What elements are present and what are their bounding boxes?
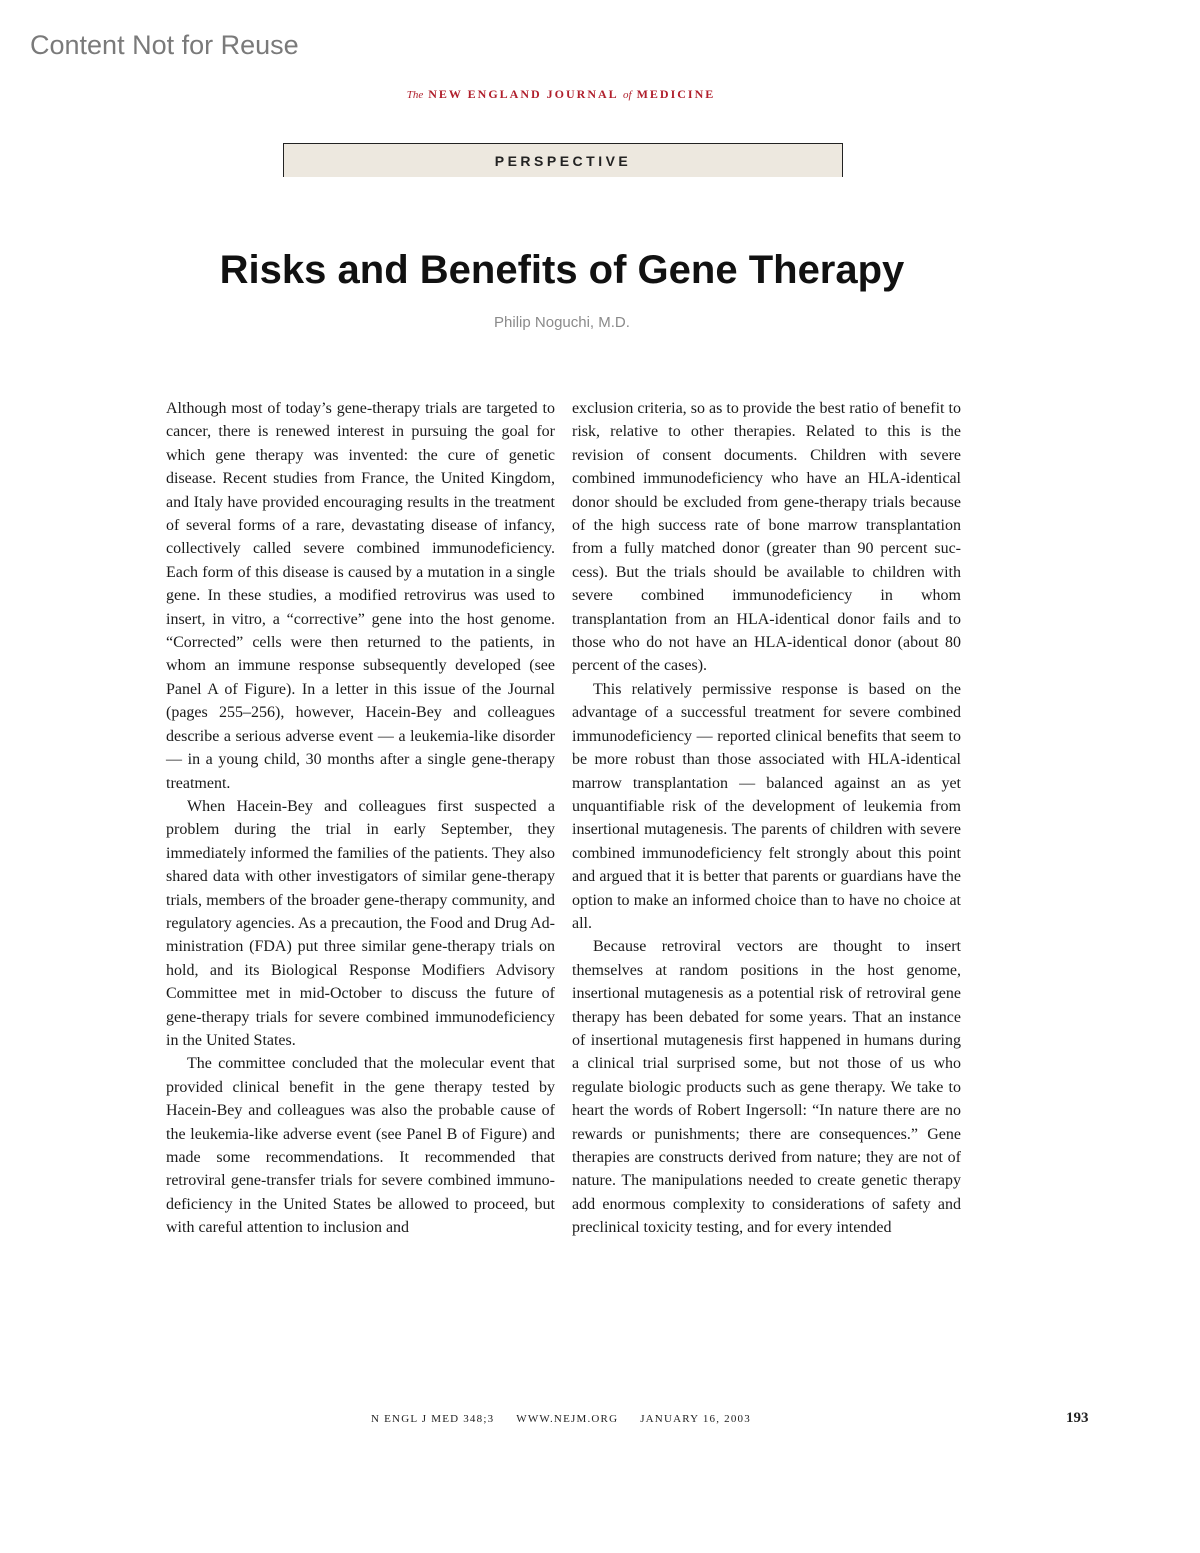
journal-name-part1: NEW ENGLAND JOURNAL [428, 87, 619, 101]
journal-of: of [623, 89, 632, 101]
footer-date: JANUARY 16, 2003 [640, 1413, 751, 1425]
watermark: Content Not for Reuse [30, 30, 299, 60]
journal-header [0, 87, 1122, 102]
paragraph: exclusion criteria, so as to provide the best ratio of benefit to risk, relative to other therapies. Related to this is the revision of consent documents. Children with severe combined immunodeficiency who have an HLA-identical donor should be excluded from gene-therapy trials because of the high success rate of bone marrow transplantation from a fully matched donor (greater than 90 percent success). But the trials should be available to children with severe combined immunodeficiency in whom transplantation from an HLA-identical donor fails and to those who do not have an HLA-identical donor (about 80 percent of the cases). [572, 400, 961, 675]
paragraph: Because retroviral vectors are thought to insert themselves at random positions in the host genome, insertional mutagenesis as a potential risk of retroviral gene therapy has been debated for some years. That an instance of insertional mutagenesis first happened in humans during a clinical trial surprised some, but not those of us who regulate biologic products such as gene therapy. We take to heart the words of Robert Ingersoll: “In nature there are no rewards or punishments; there are consequences.” Gene therapies are constructs derived from nature; they are not of nature. The manipulations needed to create genetic therapy add enormous complexity to considerations of safety and preclinical toxicity testing, and for every intended [572, 938, 961, 1237]
paragraph: When Hacein-Bey and colleagues first suspected a problem during the trial in early September, they immediately informed the families of the patients. They also shared data with other investigators of similar gene-therapy trials, members of the broader gene-therapy community, and regulatory agencies. As a precaution, the Food and Drug Administration (FDA) put three similar gene-therapy trials on hold, and its Biological Response Modifiers Advisory Committee met in mid-October to discuss the future of gene-therapy trials for severe combined immunodeficiency in the United States. [166, 797, 555, 1049]
paragraph: Although most of today’s gene-therapy trials are targeted to cancer, there is renewed interest in pursuing the goal for which gene therapy was invented: the cure of genetic disease. Recent studies from France, the United Kingdom, and Italy have provided encouraging results in the treatment of several forms of a rare, devastating disease of infancy, collectively called severe combined immunodeficiency. Each form of this disease is caused by a mutation in a single gene. In these studies, a modified retrovirus was used to insert, in vitro, a “corrective” gene into the host genome. “Corrected” cells were then returned to the patients, in whom an immune response subsequently developed (see Panel A of Figure). In a letter in this issue of the Journal (pages 255–256), however, Hacein-Bey and colleagues describe a serious adverse event — a leukemia-like disorder — in a young child, 30 months after a single gene-therapy treatment. [166, 400, 555, 792]
article-author: Philip Noguchi, M.D. [494, 314, 630, 331]
journal-name-part2: MEDICINE [636, 87, 716, 101]
article-title: Risks and Benefits of Gene Therapy [219, 248, 905, 292]
page-footer [0, 1413, 1122, 1425]
right-column [572, 397, 961, 1240]
page-number: 193 [1066, 1410, 1089, 1426]
left-column [166, 397, 555, 1240]
section-label: PERSPECTIVE [283, 143, 843, 177]
paragraph: The committee concluded that the molecular event that provided clinical benefit in the gene therapy tested by Hacein-Bey and colleagues was also the probable cause of the leukemia-like adverse event (see Panel B of Figure) and made some recommendations. It recommended that retroviral gene-transfer trials for severe combined immunodeficiency in the United States be allowed to proceed, but with careful attention to inclusion and [166, 1055, 555, 1237]
journal-prefix: The [406, 89, 424, 101]
paragraph: This relatively permissive response is based on the advantage of a successful treatment for severe combined immunodeficiency — reported clinical benefits that seem to be more robust than those associated with HLA-identical marrow transplantation — balanced against an as yet unquantifiable risk of the development of leukemia from insertional mutagenesis. The parents of children with severe combined immunodeficiency felt strongly about this point and argued that it is better that parents or guardians have the option to make an informed choice than to have no choice at all. [572, 680, 961, 932]
footer-url[interactable]: WWW.NEJM.ORG [516, 1413, 619, 1425]
footer-citation: N ENGL J MED 348;3 [371, 1413, 495, 1425]
